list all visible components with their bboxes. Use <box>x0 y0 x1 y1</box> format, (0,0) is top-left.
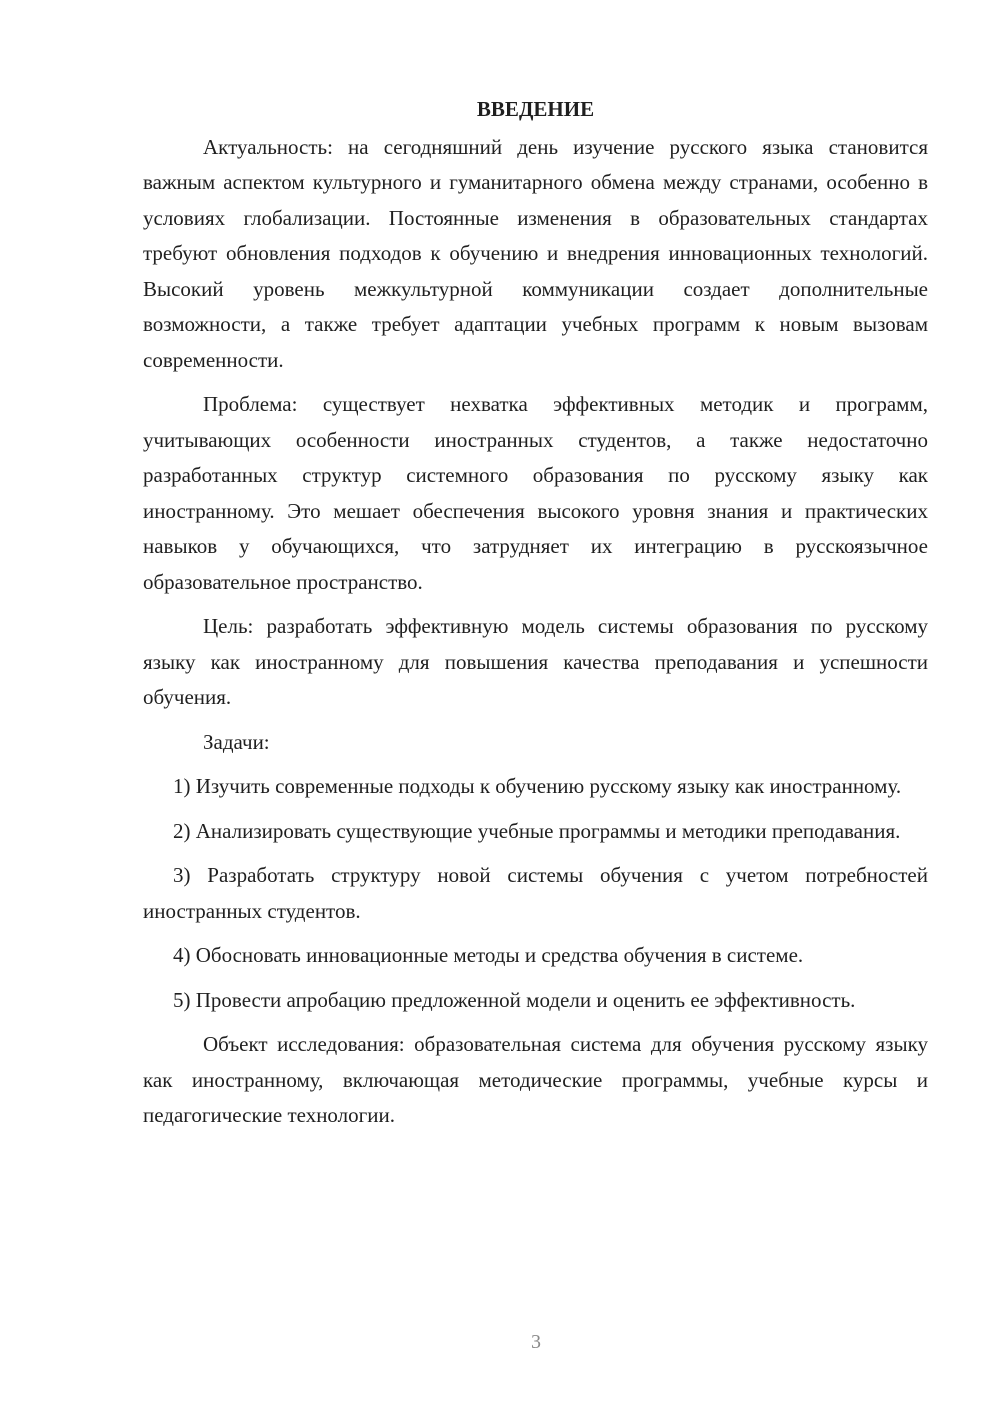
paragraph-problem: Проблема: существует нехватка эффективных методик и программ, учитывающих особенности иностранных студентов, а также недостаточно разработанных структур системного образования по русскому языку как иностранному. Это мешает обеспечения высокого уровня знания и практических навыков у обучающихся, что затрудняет их интеграцию в русскоязычное образовательное пространство. <box>143 392 928 594</box>
section-heading: ВВЕДЕНИЕ <box>476 97 595 121</box>
task-item: 5) Провести апробацию предложенной модели и оценить ее эффективность. <box>173 987 856 1012</box>
paragraph-goal: Цель: разработать эффективную модель системы образования по русскому языку как иностранному для повышения качества преподавания и успешности обучения. <box>143 614 928 709</box>
paragraph-object: Объект исследования: образовательная система для обучения русскому языку как иностранному, включающая методические программы, учебные курсы и педагогические технологии. <box>143 1032 928 1127</box>
tasks-label: Задачи: <box>203 729 270 754</box>
paragraph-relevance: Актуальность: на сегодняшний день изучение русского языка становится важным аспектом культурного и гуманитарного обмена между странами, особенно в условиях глобализации. Постоянные изменения в образовательных стандартах требуют обновления подходов к обучению и внедрения инновационных технологий. Высокий уровень межкультурной коммуникации создает дополнительные возможности, а также требует адаптации учебных программ к новым вызовам современности. <box>143 134 928 372</box>
task-item: 4) Обосновать инновационные методы и средства обучения в системе. <box>173 943 804 967</box>
task-item: 1) Изучить современные подходы к обучению русскому языку как иностранному. <box>173 774 902 798</box>
page-number: 3 <box>531 1331 541 1353</box>
document-body <box>143 92 928 1143</box>
task-item: 2) Анализировать существующие учебные программы и методики преподавания. <box>173 818 901 843</box>
task-item: 3) Разработать структуру новой системы обучения с учетом потребностей иностранных студентов. <box>143 863 928 923</box>
